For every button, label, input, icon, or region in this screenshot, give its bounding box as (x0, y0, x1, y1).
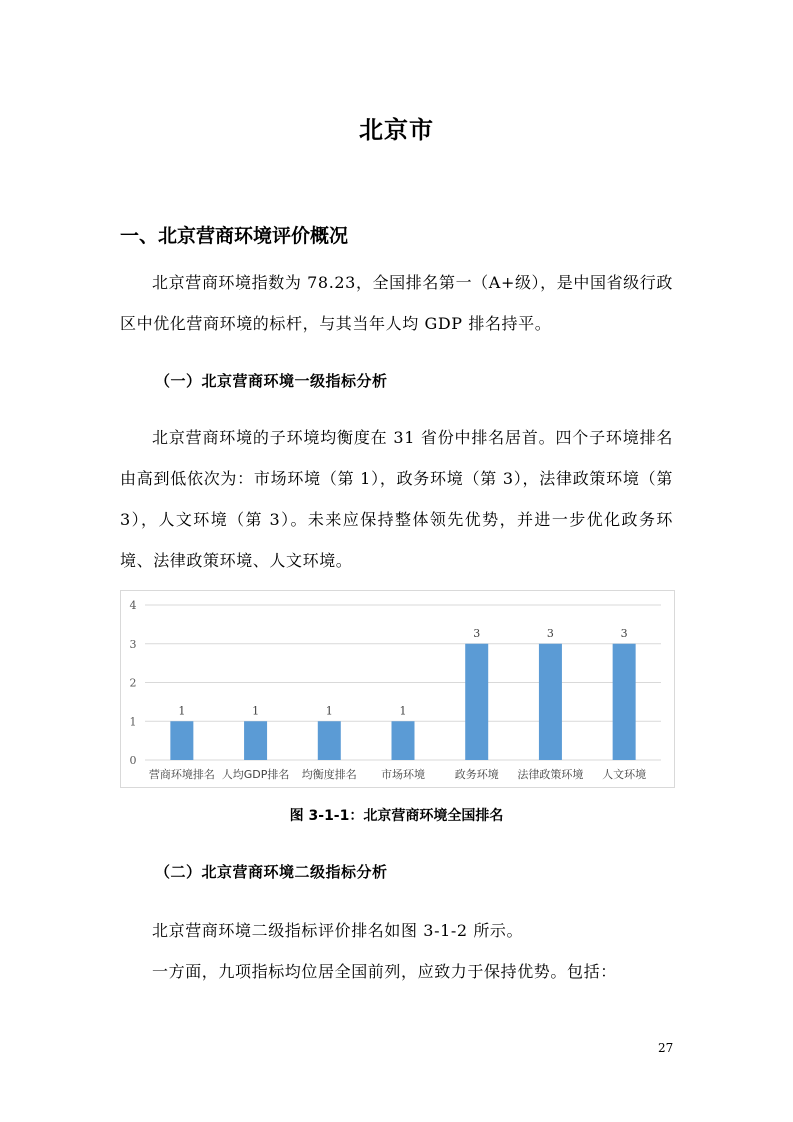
y-tick-label: 1 (129, 715, 137, 729)
bar (392, 721, 415, 760)
bar (318, 721, 341, 760)
data-label: 3 (473, 626, 481, 640)
chart-canvas (121, 591, 676, 789)
bar (465, 644, 488, 760)
ranking-bar-chart (120, 590, 675, 788)
x-tick-label: 均衡度排名 (301, 768, 357, 781)
figure-caption: 图 3-1-1：北京营商环境全国排名 (289, 808, 504, 824)
x-tick-label: 市场环境 (381, 768, 425, 781)
page-title: 北京市 (359, 116, 434, 144)
y-tick-label: 4 (129, 599, 137, 612)
x-tick-label: 政务环境 (454, 768, 499, 781)
level1-paragraph: 北京营商环境的子环境均衡度在 31 省份中排名居首。四个子环境排名由高到低依次为：市场环境（第 1），政务环境（第 3），法律政策环境（第 3），人文环境（第 3）。未来应保持整体领先优势，并进一步优化政务环境、法律政策环境、人文环境。 (120, 428, 673, 570)
x-tick-label: 人均GDP排名 (221, 768, 290, 781)
data-label: 1 (252, 704, 260, 718)
overview-paragraph: 北京营商环境指数为 78.23，全国排名第一（A+级），是中国省级行政区中优化营商环境的标杆，与其当年人均 GDP 排名持平。 (120, 273, 673, 333)
bar (170, 721, 193, 760)
level2-paragraph-1: 北京营商环境二级指标评价排名如图 3-1-2 所示。 (152, 921, 524, 940)
data-label: 3 (620, 626, 628, 640)
data-label: 1 (399, 704, 407, 718)
bar (613, 644, 636, 760)
y-tick-label: 2 (129, 676, 137, 690)
data-label: 3 (546, 626, 554, 640)
x-tick-label: 营商环境排名 (148, 768, 215, 781)
data-label: 1 (178, 704, 186, 718)
bar (539, 644, 562, 760)
x-tick-label: 法律政策环境 (517, 768, 584, 781)
level2-paragraph-2: 一方面，九项指标均位居全国前列，应致力于保持优势。包括： (152, 962, 617, 981)
x-tick-label: 人文环境 (602, 768, 647, 781)
y-tick-label: 0 (129, 754, 137, 767)
data-label: 1 (325, 704, 333, 718)
y-tick-label: 3 (129, 637, 137, 651)
bar (244, 721, 267, 760)
page-number: 27 (658, 1041, 674, 1055)
subsection-heading-level1: （一）北京营商环境一级指标分析 (155, 372, 388, 390)
subsection-heading-level2: （二）北京营商环境二级指标分析 (155, 863, 388, 881)
section-heading-overview: 一、北京营商环境评价概况 (120, 225, 349, 247)
